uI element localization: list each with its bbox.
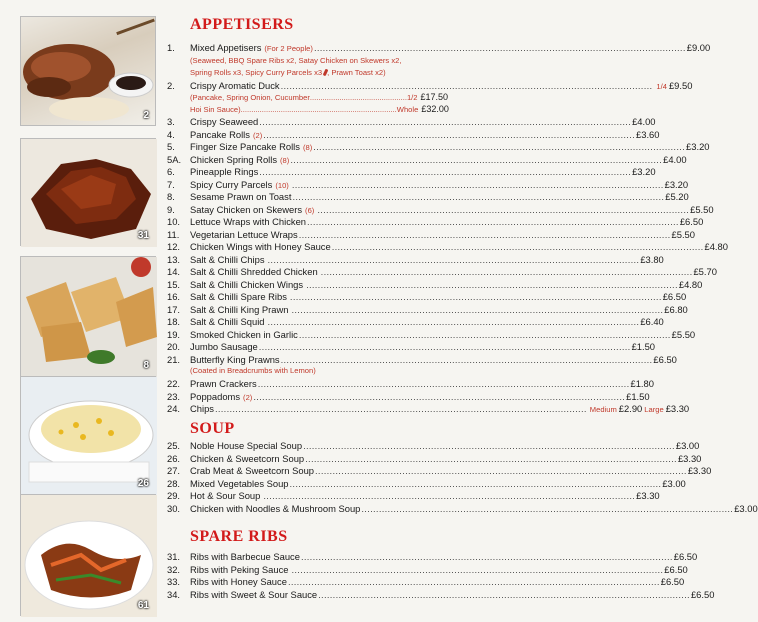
shredded-beef-photo: [20, 494, 156, 616]
item-number: 4.: [167, 128, 175, 140]
item-name: Noble House Special Soup: [190, 440, 303, 451]
menu-item: [164, 390, 650, 403]
item-price: £5.70: [693, 266, 717, 277]
item-number: 5.: [167, 141, 175, 152]
item-price: £3.00: [662, 477, 686, 489]
menu-item: [164, 563, 688, 576]
item-note: (10): [275, 180, 289, 190]
item-price: £3.00: [675, 440, 700, 451]
item-name: Chicken with Noodles & Mushroom Soup: [190, 502, 361, 514]
menu-item: [164, 551, 698, 563]
half-price: £17.50: [420, 92, 449, 102]
item-name: Lettuce Wraps with Chicken: [190, 216, 307, 227]
item-price: £9.50: [668, 80, 693, 91]
item-name: Crispy Aromatic Duck: [190, 80, 280, 91]
menu-item: [164, 178, 689, 191]
soup-photo: [20, 376, 156, 494]
menu-item: [164, 378, 654, 390]
soup-illustration: [21, 377, 157, 495]
medium-label: Medium: [589, 405, 617, 414]
duck-note-line-1: (Pancake, Spring Onion, Cucumber .............................................. 1/2 £17.50: [190, 92, 449, 102]
item-name: Finger Size Pancake Rolls: [190, 141, 300, 152]
item-number: 25.: [167, 440, 181, 451]
item-price: £3.60: [636, 128, 660, 140]
menu-item: [164, 42, 711, 54]
menu-item: [164, 576, 685, 588]
item-price: £1.80: [630, 378, 654, 389]
duck-note-text: (Pancake, Spring Onion, Cucumber: [190, 93, 310, 102]
mixed-note-text: Spring Rolls x3, Spicy Curry Parcels x3: [190, 68, 323, 77]
item-name: Salt & Chilli King Prawn: [190, 303, 289, 315]
item-price: £6.50: [664, 563, 688, 575]
menu-item: [164, 278, 703, 291]
photo-number: 31: [137, 230, 149, 241]
item-name: Satay Chicken on Skewers: [190, 203, 303, 215]
item-number: 24.: [167, 403, 181, 414]
ribs-photo: [20, 138, 156, 246]
item-number: 21.: [167, 353, 181, 365]
menu-item: [164, 341, 656, 353]
item-name: Salt & Chilli Spare Ribs: [190, 291, 287, 302]
item-name: Spicy Curry Parcels: [190, 178, 273, 190]
menu-item: [164, 291, 687, 303]
section-heading-spare-ribs: SPARE RIBS: [190, 528, 288, 545]
menu-item: [164, 216, 704, 228]
menu-item: [164, 303, 688, 316]
item-price: £6.50: [690, 588, 715, 600]
shredded-beef-illustration: [21, 495, 157, 617]
menu-item: [164, 116, 656, 128]
item-number: 9.: [167, 203, 175, 215]
item-price: £3.20: [664, 178, 689, 190]
item-number: 7.: [167, 178, 175, 190]
item-price: £6.50: [660, 576, 685, 587]
item-number: 12.: [167, 241, 181, 252]
item-number: 19.: [167, 328, 181, 340]
item-price: £6.50: [679, 216, 704, 227]
item-name: Smoked Chicken in Garlic: [190, 328, 298, 340]
menu-item: [164, 477, 686, 490]
item-note: (8): [280, 155, 290, 165]
photo-number: 2: [143, 110, 149, 121]
item-price: £3.00: [734, 502, 758, 514]
menu-item: [164, 191, 689, 203]
menu-item: [164, 328, 696, 341]
menu-item: [164, 203, 714, 216]
item-number: 10.: [167, 216, 181, 227]
duck-note-line-2: Hoi Sin Sauce) .......................................................................... Whole £32.00: [190, 104, 449, 114]
item-price: £6.40: [640, 316, 664, 327]
item-price: £4.80: [704, 241, 728, 252]
item-name: Sesame Prawn on Toast: [190, 191, 292, 202]
item-number: 15.: [167, 278, 181, 290]
item-note: (6): [305, 205, 315, 215]
menu-item: [164, 153, 687, 166]
item-number: 13.: [167, 253, 181, 265]
section-heading-soup: SOUP: [190, 420, 235, 437]
item-number: 22.: [167, 378, 181, 389]
item-price: £5.20: [665, 191, 689, 202]
item-name: Pineapple Rings: [190, 166, 259, 177]
item-name: Chicken Spring Rolls: [190, 153, 278, 165]
item-price: £5.50: [671, 328, 696, 340]
duck-illustration: [21, 17, 157, 127]
menu-item: [164, 166, 656, 178]
menu-item: [164, 353, 677, 366]
item-note: (For 2 People): [264, 44, 313, 53]
item-number: 8.: [167, 191, 175, 202]
item-number: 23.: [167, 390, 181, 402]
menu-item: [164, 588, 715, 601]
mixed-note-line-2: [190, 67, 386, 78]
item-name: Pancake Rolls: [190, 128, 250, 140]
item-name: Jumbo Sausage: [190, 341, 258, 352]
item-number: 14.: [167, 266, 181, 277]
butterfly-note: (Coated in Breadcrumbs with Lemon): [190, 366, 316, 375]
item-name: Crispy Seaweed: [190, 116, 259, 127]
menu-item: [164, 228, 695, 241]
menu-item: [164, 502, 758, 515]
item-number: 30.: [167, 502, 181, 514]
section-heading-appetisers: APPETISERS: [190, 16, 294, 33]
item-price: £6.50: [673, 551, 698, 562]
item-name: Salt & Chilli Shredded Chicken: [190, 266, 318, 277]
item-number: 32.: [167, 563, 181, 575]
menu-item: [164, 241, 728, 253]
menu-item: [164, 80, 693, 92]
prawn-toast-illustration: [21, 257, 157, 377]
item-name: Chicken & Sweetcorn Soup: [190, 452, 305, 464]
item-price: £3.30: [687, 465, 712, 476]
photo-number: 26: [137, 478, 149, 489]
item-name: Ribs with Barbecue Sauce: [190, 551, 300, 562]
item-number: 16.: [167, 291, 181, 302]
item-number: 27.: [167, 465, 181, 476]
item-note: (2): [252, 130, 263, 140]
whole-label: Whole: [396, 105, 419, 114]
item-number: 20.: [167, 341, 181, 352]
item-price: £3.20: [686, 141, 710, 152]
item-name: Salt & Chilli Chicken Wings: [190, 278, 304, 290]
item-price: £1.50: [626, 390, 650, 402]
item-price: £6.50: [653, 353, 677, 365]
item-price: £4.00: [632, 116, 656, 127]
item-number: 6.: [167, 166, 175, 177]
item-name: Mixed Vegetables Soup: [190, 477, 289, 489]
item-price: £3.20: [632, 166, 656, 177]
photo-number: 61: [137, 600, 149, 611]
large-label: Large: [644, 405, 664, 414]
quarter-label: 1/4: [656, 82, 667, 91]
mixed-note-line-1: (Seaweed, BBQ Spare Ribs x2, Satay Chicken on Skewers x2,: [190, 56, 402, 65]
item-number: 5A.: [167, 153, 182, 165]
item-number: 34.: [167, 588, 181, 600]
item-name: Ribs with Honey Sauce: [190, 576, 287, 587]
item-note: (2): [243, 392, 253, 402]
item-name: Prawn Crackers: [190, 378, 257, 389]
item-price: £5.50: [690, 203, 714, 215]
item-price: £6.80: [664, 303, 688, 315]
item-price: £4.00: [663, 153, 687, 165]
menu-item: [164, 490, 660, 502]
duck-photo: [20, 16, 156, 126]
item-number: 26.: [167, 452, 181, 464]
item-name: Poppadoms: [190, 390, 241, 402]
item-number: 2.: [167, 80, 175, 91]
menu-item: [164, 452, 702, 465]
item-number: 3.: [167, 116, 175, 127]
menu-item: [164, 465, 712, 477]
prawn-toast-photo: [20, 256, 156, 376]
item-name: Chips: [190, 403, 214, 414]
menu-item: [164, 253, 664, 266]
photo-number: 8: [143, 360, 149, 371]
item-name: Hot & Sour Soup: [190, 490, 261, 501]
item-name: Chicken Wings with Honey Sauce: [190, 241, 331, 252]
item-price: £3.80: [640, 253, 664, 265]
item-price: £5.50: [671, 228, 695, 240]
item-price: £6.50: [662, 291, 687, 302]
item-number: 31.: [167, 551, 181, 562]
half-label: 1/2: [406, 93, 418, 102]
item-note: (8): [302, 143, 313, 152]
menu-item: [164, 128, 660, 141]
whole-price: £32.00: [421, 104, 449, 114]
menu-item: [164, 266, 717, 278]
large-price: £3.30: [665, 403, 690, 414]
item-price: £9.00: [686, 42, 711, 53]
item-name: Mixed Appetisers: [190, 42, 262, 53]
item-price: £1.50: [631, 341, 656, 352]
item-price: £3.30: [677, 452, 702, 464]
item-number: 33.: [167, 576, 181, 587]
item-number: 28.: [167, 477, 181, 489]
item-name: Salt & Chilli Squid: [190, 316, 265, 327]
item-price: £4.80: [678, 278, 703, 290]
item-name: Butterfly King Prawns: [190, 353, 280, 365]
ribs-illustration: [21, 139, 157, 247]
item-name: Vegetarian Lettuce Wraps: [190, 228, 298, 240]
menu-item: [164, 141, 710, 153]
medium-price: £2.90: [618, 403, 643, 414]
item-number: 1.: [167, 42, 175, 53]
item-number: 29.: [167, 490, 181, 501]
item-number: 18.: [167, 316, 181, 327]
item-price: £3.30: [636, 490, 660, 501]
item-name: Crab Meat & Sweetcorn Soup: [190, 465, 315, 476]
item-number: 11.: [167, 228, 180, 240]
item-name: Ribs with Sweet & Sour Sauce: [190, 588, 318, 600]
item-number: 17.: [167, 303, 181, 315]
menu-item-chips: [164, 403, 690, 415]
duck-note-text-2: Hoi Sin Sauce): [190, 105, 241, 114]
item-name: Ribs with Peking Sauce: [190, 563, 289, 575]
item-name: Salt & Chilli Chips: [190, 253, 265, 265]
menu-item: [164, 316, 664, 328]
menu-item: [164, 440, 700, 452]
mixed-note-text-end: , Prawn Toast x2): [327, 68, 386, 77]
